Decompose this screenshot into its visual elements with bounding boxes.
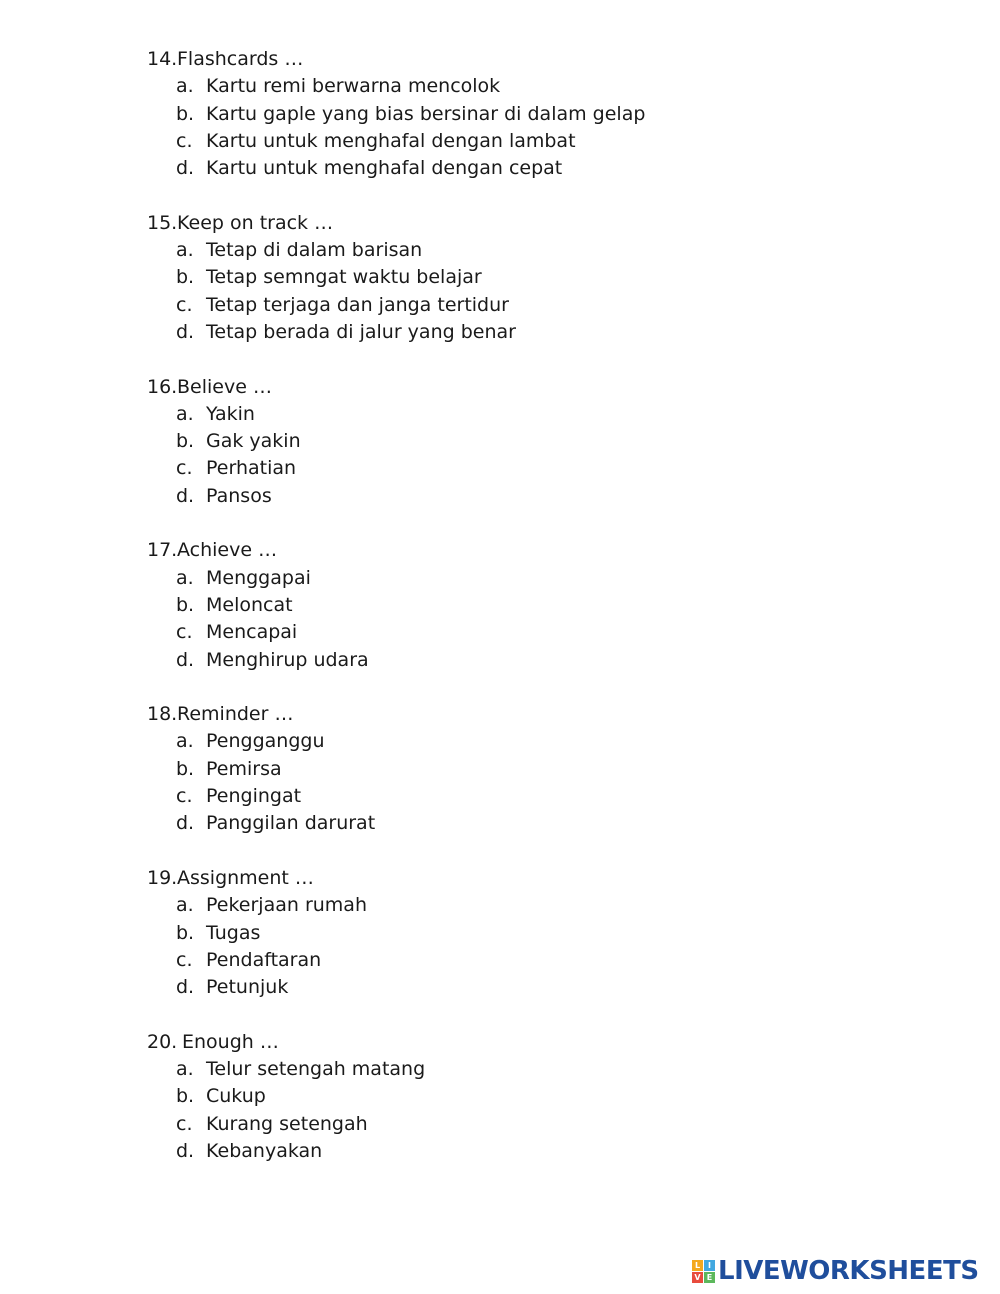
option-letter: c. (176, 293, 193, 316)
question-line (147, 1029, 947, 1056)
option-letter: b. (176, 757, 195, 780)
question-line (147, 701, 947, 728)
option-letter: b. (176, 430, 195, 453)
question-prompt: Flashcards … (177, 48, 304, 70)
option-text: Yakin (206, 402, 255, 425)
question-16 (147, 374, 947, 510)
question-line (147, 374, 947, 401)
option-text: Kebanyakan (206, 1139, 323, 1162)
option-letter: d. (176, 812, 195, 835)
option-text: Meloncat (206, 593, 293, 616)
option-text: Pekerjaan rumah (206, 894, 367, 917)
answer-option[interactable] (147, 783, 947, 810)
question-number: 20. (147, 1030, 178, 1053)
answer-option[interactable] (147, 101, 947, 128)
answer-option[interactable] (147, 1083, 947, 1110)
option-text: Kurang setengah (206, 1112, 368, 1135)
logo-mark-letter: I (704, 1260, 715, 1271)
answer-option[interactable] (147, 319, 947, 346)
answer-option[interactable] (147, 1111, 947, 1138)
answer-option[interactable] (147, 237, 947, 264)
option-letter: b. (176, 1085, 195, 1108)
answer-option[interactable] (147, 128, 947, 155)
option-text: Menggapai (206, 566, 311, 589)
option-letter: a. (176, 730, 194, 753)
answer-option[interactable] (147, 756, 947, 783)
option-letter: d. (176, 320, 195, 343)
option-text: Telur setengah matang (206, 1057, 426, 1080)
question-number: 16. (147, 375, 178, 398)
answer-option[interactable] (147, 1056, 947, 1083)
option-letter: c. (176, 948, 193, 971)
answer-option[interactable] (147, 428, 947, 455)
answer-option[interactable] (147, 1138, 947, 1165)
option-text: Tetap semngat waktu belajar (206, 266, 482, 289)
option-letter: d. (176, 157, 195, 180)
option-text: Kartu remi berwarna mencolok (206, 75, 501, 98)
question-prompt: Achieve … (177, 539, 278, 562)
question-prompt: Assignment … (177, 866, 314, 889)
option-letter: a. (176, 75, 194, 98)
option-letter: c. (176, 1112, 193, 1135)
question-number: 17. (147, 539, 178, 562)
quiz-list (147, 46, 947, 1192)
logo-mark-icon (692, 1260, 715, 1283)
option-text: Tugas (206, 921, 261, 944)
question-line (147, 537, 947, 564)
answer-option[interactable] (147, 920, 947, 947)
question-line (147, 210, 947, 237)
option-letter: a. (176, 1057, 194, 1080)
option-letter: c. (176, 457, 193, 480)
question-15 (147, 210, 947, 346)
question-line (147, 865, 947, 892)
answer-option[interactable] (147, 592, 947, 619)
option-letter: d. (176, 648, 195, 671)
option-letter: b. (176, 593, 195, 616)
option-text: Cukup (206, 1085, 266, 1108)
question-number: 18. (147, 703, 178, 726)
question-number: 15. (147, 211, 178, 234)
option-letter: a. (176, 239, 194, 262)
question-prompt: Reminder … (177, 703, 294, 726)
answer-option[interactable] (147, 728, 947, 755)
option-text: Gak yakin (206, 430, 301, 453)
option-text: Kartu untuk menghafal dengan lambat (206, 129, 576, 152)
option-letter: c. (176, 129, 193, 152)
option-letter: c. (176, 785, 193, 808)
liveworksheets-logo (692, 1254, 979, 1288)
option-letter: b. (176, 921, 195, 944)
option-text: Tetap terjaga dan janga tertidur (206, 293, 509, 316)
answer-option[interactable] (147, 155, 947, 182)
answer-option[interactable] (147, 565, 947, 592)
answer-option[interactable] (147, 455, 947, 482)
answer-option[interactable] (147, 647, 947, 674)
question-number: 14. (147, 48, 178, 70)
option-letter: a. (176, 566, 194, 589)
option-text: Pansos (206, 484, 272, 507)
option-text: Tetap di dalam barisan (206, 239, 423, 262)
question-prompt: Believe … (177, 375, 272, 398)
answer-option[interactable] (147, 292, 947, 319)
answer-option[interactable] (147, 73, 947, 100)
answer-option[interactable] (147, 810, 947, 837)
question-17 (147, 537, 947, 673)
option-text: Tetap berada di jalur yang benar (206, 320, 516, 343)
option-text: Pemirsa (206, 757, 282, 780)
answer-option[interactable] (147, 401, 947, 428)
option-text: Panggilan darurat (206, 812, 376, 835)
question-20 (147, 1029, 947, 1165)
answer-option[interactable] (147, 619, 947, 646)
option-text: Pengganggu (206, 730, 325, 753)
option-letter: b. (176, 266, 195, 289)
option-text: Kartu untuk menghafal dengan cepat (206, 157, 563, 180)
option-text: Menghirup udara (206, 648, 369, 671)
question-line (147, 46, 947, 73)
option-letter: b. (176, 102, 195, 125)
option-letter: c. (176, 621, 193, 644)
answer-option[interactable] (147, 264, 947, 291)
option-letter: d. (176, 484, 195, 507)
answer-option[interactable] (147, 947, 947, 974)
logo-mark-letter: E (704, 1272, 715, 1283)
question-prompt: Enough … (182, 1030, 279, 1053)
option-letter: a. (176, 894, 194, 917)
logo-mark-letter: V (692, 1272, 703, 1283)
answer-option[interactable] (147, 892, 947, 919)
answer-option[interactable] (147, 483, 947, 510)
option-text: Kartu gaple yang bias bersinar di dalam gelap (206, 102, 646, 125)
question-14 (147, 46, 947, 182)
option-letter: d. (176, 976, 195, 999)
option-text: Mencapai (206, 621, 298, 644)
question-18 (147, 701, 947, 837)
question-number: 19. (147, 866, 178, 889)
logo-text: LIVEWORKSHEETS (718, 1256, 979, 1286)
option-letter: a. (176, 402, 194, 425)
option-text: Perhatian (206, 457, 297, 480)
option-letter: d. (176, 1139, 195, 1162)
question-19 (147, 865, 947, 1001)
option-text: Pengingat (206, 785, 302, 808)
option-text: Pendaftaran (206, 948, 322, 971)
logo-mark-letter: L (692, 1260, 703, 1271)
question-prompt: Keep on track … (177, 211, 334, 234)
option-text: Petunjuk (206, 976, 289, 999)
answer-option[interactable] (147, 974, 947, 1001)
